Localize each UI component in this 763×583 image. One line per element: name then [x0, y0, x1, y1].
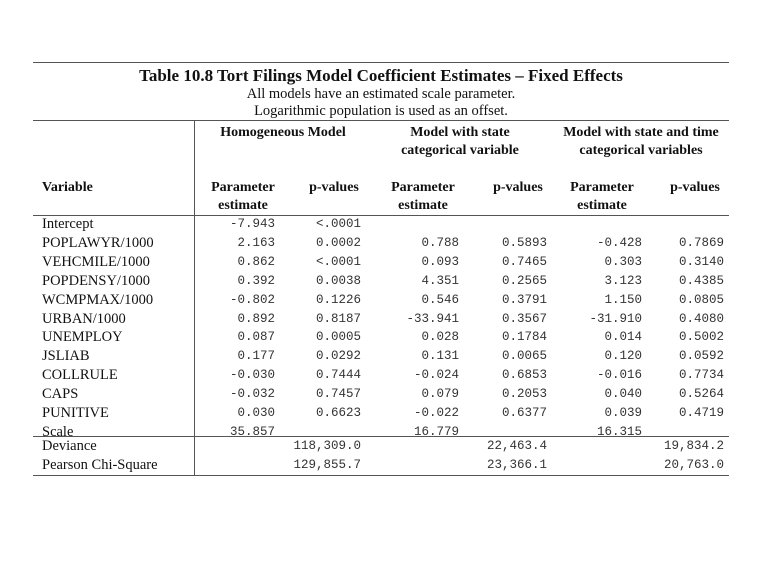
bottom-rule [33, 475, 729, 476]
row-label: VEHCMILE/1000 [42, 253, 150, 270]
row-label: JSLIAB [42, 348, 90, 365]
parameter-estimate-cell: 0.040 [604, 387, 642, 402]
p-value-cell: 0.7734 [678, 368, 724, 383]
fit-statistic-cell: 118,309.0 [293, 439, 361, 453]
parameter-estimate-cell: -7.943 [229, 217, 275, 231]
row-label: URBAN/1000 [42, 310, 126, 327]
top-rule [33, 62, 729, 63]
p-value-cell: 0.3140 [678, 254, 724, 269]
row-label: POPDENSY/1000 [42, 272, 150, 289]
p-value-cell: 0.1226 [315, 292, 361, 307]
model-header-homogeneous: Homogeneous Model [220, 125, 346, 140]
p-value-cell: 0.2565 [501, 273, 547, 288]
param-header-1: Parameter estimate [211, 180, 275, 213]
parameter-estimate-cell: 3.123 [604, 273, 642, 288]
parameter-estimate-cell: -0.802 [229, 292, 275, 307]
pvalue-header-1: p-values [309, 180, 359, 195]
parameter-estimate-cell: 0.862 [237, 254, 275, 269]
parameter-estimate-cell: 35.857 [229, 424, 275, 439]
p-value-cell: 0.4385 [678, 273, 724, 288]
variable-header: Variable [42, 180, 93, 195]
parameter-estimate-cell [373, 215, 459, 234]
fit-label: Pearson Chi-Square [42, 457, 158, 473]
fit-statistic-cell: 20,763.0 [663, 458, 724, 472]
parameter-estimate-cell: 0.546 [421, 292, 459, 307]
param-header-2: Parameter estimate [391, 180, 455, 213]
table-subtitle-1: All models have an estimated scale parameter. [246, 86, 516, 102]
parameter-estimate-cell: 0.028 [421, 330, 459, 345]
table-subtitle-2: Logarithmic population is used as an offset. [254, 103, 508, 119]
row-label: Intercept [42, 216, 94, 232]
parameter-estimate-cell: 0.093 [421, 254, 459, 269]
row-label: Scale [42, 423, 74, 440]
model-header-state-time: Model with state and time categorical variables [563, 125, 719, 158]
param-header-3: Parameter estimate [570, 180, 634, 213]
title-rule [33, 120, 729, 121]
p-value-cell: 0.3567 [501, 311, 547, 326]
parameter-estimate-cell: 2.163 [237, 235, 275, 250]
p-value-cell: 0.6623 [315, 406, 361, 420]
fit-statistic-cell: 22,463.4 [486, 439, 547, 453]
parameter-estimate-cell: 0.131 [421, 349, 459, 364]
parameter-estimate-cell: 1.150 [604, 292, 642, 307]
parameter-estimate-cell: -31.910 [589, 311, 642, 326]
p-value-cell: 0.8187 [315, 311, 361, 326]
p-value-cell: 0.6853 [501, 368, 547, 383]
row-label: POPLAWYR/1000 [42, 234, 154, 251]
parameter-estimate-cell: -0.030 [229, 368, 275, 383]
p-value-cell: 0.7444 [315, 368, 361, 383]
parameter-estimate-cell [556, 215, 642, 234]
p-value-cell: 0.0038 [315, 273, 361, 288]
p-value-cell: 0.0592 [678, 349, 724, 364]
parameter-estimate-cell: 0.079 [421, 387, 459, 402]
pvalue-header-3: p-values [670, 180, 720, 195]
p-value-cell: 0.7457 [315, 387, 361, 402]
parameter-estimate-cell: 0.120 [604, 349, 642, 364]
row-label: UNEMPLOY [42, 329, 123, 346]
parameter-estimate-cell: -33.941 [406, 311, 459, 326]
parameter-estimate-cell: -0.032 [229, 387, 275, 402]
model-header-state: Model with state categorical variable [401, 125, 519, 158]
fit-statistic-cell: 129,855.7 [293, 458, 361, 472]
p-value-cell: <.0001 [315, 217, 361, 231]
parameter-estimate-cell: -0.024 [413, 368, 459, 383]
parameter-estimate-cell: 0.039 [604, 406, 642, 420]
p-value-cell: 0.4719 [678, 406, 724, 420]
p-value-cell: 0.5264 [678, 387, 724, 402]
p-value-cell: 0.3791 [501, 292, 547, 307]
p-value-cell: 0.0005 [315, 330, 361, 345]
parameter-estimate-cell: -0.022 [413, 406, 459, 420]
parameter-estimate-cell: 0.303 [604, 254, 642, 269]
p-value-cell: 0.7869 [678, 235, 724, 250]
row-label: WCMPMAX/1000 [42, 291, 154, 308]
p-value-cell [461, 215, 547, 234]
parameter-estimate-cell: 4.351 [421, 273, 459, 288]
p-value-cell: 0.1784 [501, 330, 547, 345]
p-value-cell: 0.0292 [315, 349, 361, 364]
parameter-estimate-cell: -0.016 [596, 368, 642, 383]
p-value-cell: 0.4080 [678, 311, 724, 326]
parameter-estimate-cell: 16.315 [596, 424, 642, 439]
parameter-estimate-cell: 0.392 [237, 273, 275, 288]
parameter-estimate-cell: 0.014 [604, 330, 642, 345]
parameter-estimate-cell: 16.779 [413, 424, 459, 439]
p-value-cell: 0.7465 [501, 254, 547, 269]
parameter-estimate-cell: 0.892 [237, 311, 275, 326]
fit-statistic-cell: 23,366.1 [486, 458, 547, 472]
p-value-cell [638, 215, 724, 234]
p-value-cell: 0.0805 [678, 292, 724, 307]
pvalue-header-2: p-values [493, 180, 543, 195]
parameter-estimate-cell: 0.030 [237, 406, 275, 420]
parameter-estimate-cell: 0.788 [421, 235, 459, 250]
parameter-estimate-cell: -0.428 [596, 235, 642, 250]
p-value-cell: 0.5893 [501, 235, 547, 250]
row-label: COLLRULE [42, 367, 118, 384]
parameter-estimate-cell: 0.177 [237, 349, 275, 364]
fit-statistic-cell: 19,834.2 [663, 439, 724, 453]
p-value-cell: 0.0002 [315, 235, 361, 250]
row-label: CAPS [42, 386, 79, 403]
p-value-cell: 0.2053 [501, 387, 547, 402]
p-value-cell: 0.5002 [678, 330, 724, 345]
row-label: PUNITIVE [42, 405, 109, 421]
p-value-cell: <.0001 [315, 254, 361, 269]
p-value-cell: 0.6377 [501, 406, 547, 420]
fit-label: Deviance [42, 438, 97, 454]
table-title: Table 10.8 Tort Filings Model Coefficient Estimates – Fixed Effects [139, 66, 623, 85]
p-value-cell: 0.0065 [501, 349, 547, 364]
parameter-estimate-cell: 0.087 [237, 330, 275, 345]
